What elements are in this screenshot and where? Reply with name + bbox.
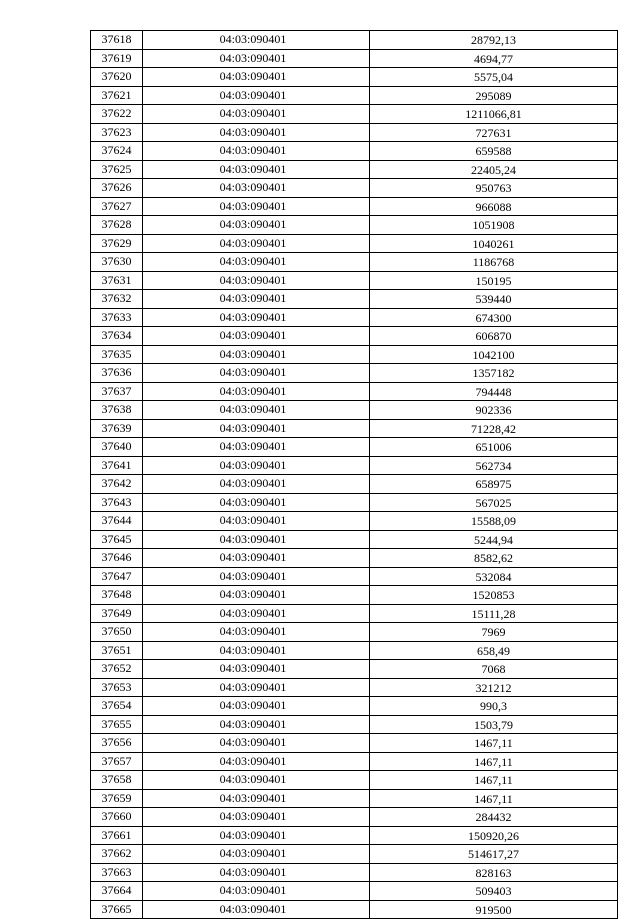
value-cell: 150195	[370, 271, 618, 290]
cadastral-number-cell: 04:03:090401	[143, 641, 370, 660]
row-number-cell: 37653	[91, 678, 143, 697]
cadastral-number-cell: 04:03:090401	[143, 900, 370, 919]
value-cell: 15111,28	[370, 604, 618, 623]
value-cell: 1503,79	[370, 715, 618, 734]
document-page	[90, 30, 617, 919]
value-cell: 509403	[370, 882, 618, 901]
value-cell: 321212	[370, 678, 618, 697]
value-cell: 1467,11	[370, 752, 618, 771]
row-number-cell: 37633	[91, 308, 143, 327]
cadastral-number-cell: 04:03:090401	[143, 271, 370, 290]
row-number-cell: 37628	[91, 216, 143, 235]
value-cell: 514617,27	[370, 845, 618, 864]
row-number-cell: 37620	[91, 68, 143, 87]
value-cell: 966088	[370, 197, 618, 216]
cadastral-number-cell: 04:03:090401	[143, 86, 370, 105]
value-cell: 562734	[370, 456, 618, 475]
value-cell: 1042100	[370, 345, 618, 364]
cadastral-number-cell: 04:03:090401	[143, 216, 370, 235]
row-number-cell: 37660	[91, 808, 143, 827]
row-number-cell: 37664	[91, 882, 143, 901]
row-number-cell: 37645	[91, 530, 143, 549]
row-number-cell: 37635	[91, 345, 143, 364]
table-row	[91, 641, 618, 660]
row-number-cell: 37658	[91, 771, 143, 790]
value-cell: 1186768	[370, 253, 618, 272]
row-number-cell: 37647	[91, 567, 143, 586]
row-number-cell: 37637	[91, 382, 143, 401]
table-row	[91, 623, 618, 642]
row-number-cell: 37622	[91, 105, 143, 124]
cadastral-number-cell: 04:03:090401	[143, 789, 370, 808]
table-row	[91, 863, 618, 882]
table-row	[91, 493, 618, 512]
table-row	[91, 549, 618, 568]
cadastral-number-cell: 04:03:090401	[143, 863, 370, 882]
value-cell: 606870	[370, 327, 618, 346]
value-cell: 1357182	[370, 364, 618, 383]
cadastral-number-cell: 04:03:090401	[143, 382, 370, 401]
row-number-cell: 37618	[91, 31, 143, 50]
value-cell: 7969	[370, 623, 618, 642]
value-cell: 8582,62	[370, 549, 618, 568]
row-number-cell: 37657	[91, 752, 143, 771]
value-cell: 950763	[370, 179, 618, 198]
row-number-cell: 37631	[91, 271, 143, 290]
value-cell: 22405,24	[370, 160, 618, 179]
value-cell: 539440	[370, 290, 618, 309]
table-row	[91, 234, 618, 253]
row-number-cell: 37661	[91, 826, 143, 845]
cadastral-number-cell: 04:03:090401	[143, 179, 370, 198]
row-number-cell: 37639	[91, 419, 143, 438]
table-row	[91, 290, 618, 309]
cadastral-number-cell: 04:03:090401	[143, 623, 370, 642]
cadastral-number-cell: 04:03:090401	[143, 456, 370, 475]
value-cell: 828163	[370, 863, 618, 882]
table-row	[91, 68, 618, 87]
value-cell: 659588	[370, 142, 618, 161]
table-row	[91, 308, 618, 327]
row-number-cell: 37627	[91, 197, 143, 216]
cadastral-number-cell: 04:03:090401	[143, 49, 370, 68]
cadastral-number-cell: 04:03:090401	[143, 715, 370, 734]
row-number-cell: 37619	[91, 49, 143, 68]
row-number-cell: 37636	[91, 364, 143, 383]
cadastral-number-cell: 04:03:090401	[143, 123, 370, 142]
value-cell: 902336	[370, 401, 618, 420]
cadastral-number-cell: 04:03:090401	[143, 290, 370, 309]
value-cell: 1211066,81	[370, 105, 618, 124]
value-cell: 28792,13	[370, 31, 618, 50]
value-cell: 5244,94	[370, 530, 618, 549]
table-row	[91, 216, 618, 235]
cadastral-number-cell: 04:03:090401	[143, 604, 370, 623]
table-row	[91, 586, 618, 605]
value-cell: 990,3	[370, 697, 618, 716]
table-row	[91, 271, 618, 290]
value-cell: 5575,04	[370, 68, 618, 87]
table-row	[91, 715, 618, 734]
cadastral-number-cell: 04:03:090401	[143, 493, 370, 512]
table-row	[91, 438, 618, 457]
data-table	[90, 30, 618, 919]
row-number-cell: 37652	[91, 660, 143, 679]
row-number-cell: 37624	[91, 142, 143, 161]
row-number-cell: 37656	[91, 734, 143, 753]
cadastral-number-cell: 04:03:090401	[143, 364, 370, 383]
table-row	[91, 345, 618, 364]
cadastral-number-cell: 04:03:090401	[143, 567, 370, 586]
cadastral-number-cell: 04:03:090401	[143, 160, 370, 179]
table-row	[91, 123, 618, 142]
cadastral-number-cell: 04:03:090401	[143, 882, 370, 901]
cadastral-number-cell: 04:03:090401	[143, 31, 370, 50]
row-number-cell: 37665	[91, 900, 143, 919]
table-row	[91, 771, 618, 790]
row-number-cell: 37655	[91, 715, 143, 734]
row-number-cell: 37654	[91, 697, 143, 716]
row-number-cell: 37662	[91, 845, 143, 864]
cadastral-number-cell: 04:03:090401	[143, 734, 370, 753]
value-cell: 1520853	[370, 586, 618, 605]
cadastral-number-cell: 04:03:090401	[143, 419, 370, 438]
row-number-cell: 37626	[91, 179, 143, 198]
value-cell: 1467,11	[370, 771, 618, 790]
row-number-cell: 37643	[91, 493, 143, 512]
value-cell: 295089	[370, 86, 618, 105]
cadastral-number-cell: 04:03:090401	[143, 771, 370, 790]
cadastral-number-cell: 04:03:090401	[143, 808, 370, 827]
row-number-cell: 37630	[91, 253, 143, 272]
table-row	[91, 456, 618, 475]
table-row	[91, 678, 618, 697]
row-number-cell: 37649	[91, 604, 143, 623]
table-row	[91, 530, 618, 549]
row-number-cell: 37634	[91, 327, 143, 346]
cadastral-number-cell: 04:03:090401	[143, 142, 370, 161]
table-row	[91, 86, 618, 105]
cadastral-number-cell: 04:03:090401	[143, 512, 370, 531]
cadastral-number-cell: 04:03:090401	[143, 660, 370, 679]
value-cell: 4694,77	[370, 49, 618, 68]
table-row	[91, 419, 618, 438]
value-cell: 1040261	[370, 234, 618, 253]
cadastral-number-cell: 04:03:090401	[143, 752, 370, 771]
row-number-cell: 37621	[91, 86, 143, 105]
table-row	[91, 697, 618, 716]
cadastral-number-cell: 04:03:090401	[143, 327, 370, 346]
cadastral-number-cell: 04:03:090401	[143, 549, 370, 568]
value-cell: 674300	[370, 308, 618, 327]
value-cell: 1051908	[370, 216, 618, 235]
cadastral-number-cell: 04:03:090401	[143, 697, 370, 716]
table-row	[91, 512, 618, 531]
row-number-cell: 37642	[91, 475, 143, 494]
table-row	[91, 789, 618, 808]
value-cell: 727631	[370, 123, 618, 142]
row-number-cell: 37659	[91, 789, 143, 808]
row-number-cell: 37629	[91, 234, 143, 253]
cadastral-number-cell: 04:03:090401	[143, 105, 370, 124]
table-row	[91, 253, 618, 272]
value-cell: 71228,42	[370, 419, 618, 438]
row-number-cell: 37641	[91, 456, 143, 475]
row-number-cell: 37646	[91, 549, 143, 568]
row-number-cell: 37623	[91, 123, 143, 142]
value-cell: 567025	[370, 493, 618, 512]
row-number-cell: 37638	[91, 401, 143, 420]
table-row	[91, 197, 618, 216]
value-cell: 794448	[370, 382, 618, 401]
table-row	[91, 382, 618, 401]
table-body	[91, 31, 618, 919]
table-row	[91, 327, 618, 346]
value-cell: 658975	[370, 475, 618, 494]
table-row	[91, 160, 618, 179]
table-row	[91, 142, 618, 161]
table-row	[91, 734, 618, 753]
table-row	[91, 604, 618, 623]
table-row	[91, 826, 618, 845]
row-number-cell: 37650	[91, 623, 143, 642]
value-cell: 1467,11	[370, 789, 618, 808]
cadastral-number-cell: 04:03:090401	[143, 530, 370, 549]
row-number-cell: 37648	[91, 586, 143, 605]
value-cell: 284432	[370, 808, 618, 827]
table-row	[91, 31, 618, 50]
table-row	[91, 105, 618, 124]
row-number-cell: 37640	[91, 438, 143, 457]
table-row	[91, 401, 618, 420]
table-row	[91, 567, 618, 586]
cadastral-number-cell: 04:03:090401	[143, 308, 370, 327]
cadastral-number-cell: 04:03:090401	[143, 826, 370, 845]
value-cell: 7068	[370, 660, 618, 679]
table-row	[91, 49, 618, 68]
cadastral-number-cell: 04:03:090401	[143, 345, 370, 364]
value-cell: 150920,26	[370, 826, 618, 845]
row-number-cell: 37644	[91, 512, 143, 531]
table-row	[91, 882, 618, 901]
table-row	[91, 660, 618, 679]
value-cell: 532084	[370, 567, 618, 586]
table-row	[91, 808, 618, 827]
table-row	[91, 752, 618, 771]
value-cell: 651006	[370, 438, 618, 457]
cadastral-number-cell: 04:03:090401	[143, 197, 370, 216]
cadastral-number-cell: 04:03:090401	[143, 678, 370, 697]
table-row	[91, 475, 618, 494]
value-cell: 919500	[370, 900, 618, 919]
table-row	[91, 900, 618, 919]
cadastral-number-cell: 04:03:090401	[143, 253, 370, 272]
row-number-cell: 37632	[91, 290, 143, 309]
row-number-cell: 37625	[91, 160, 143, 179]
cadastral-number-cell: 04:03:090401	[143, 845, 370, 864]
cadastral-number-cell: 04:03:090401	[143, 401, 370, 420]
value-cell: 658,49	[370, 641, 618, 660]
cadastral-number-cell: 04:03:090401	[143, 68, 370, 87]
cadastral-number-cell: 04:03:090401	[143, 475, 370, 494]
table-row	[91, 179, 618, 198]
table-row	[91, 845, 618, 864]
cadastral-number-cell: 04:03:090401	[143, 438, 370, 457]
row-number-cell: 37651	[91, 641, 143, 660]
table-row	[91, 364, 618, 383]
value-cell: 15588,09	[370, 512, 618, 531]
cadastral-number-cell: 04:03:090401	[143, 586, 370, 605]
value-cell: 1467,11	[370, 734, 618, 753]
cadastral-number-cell: 04:03:090401	[143, 234, 370, 253]
row-number-cell: 37663	[91, 863, 143, 882]
